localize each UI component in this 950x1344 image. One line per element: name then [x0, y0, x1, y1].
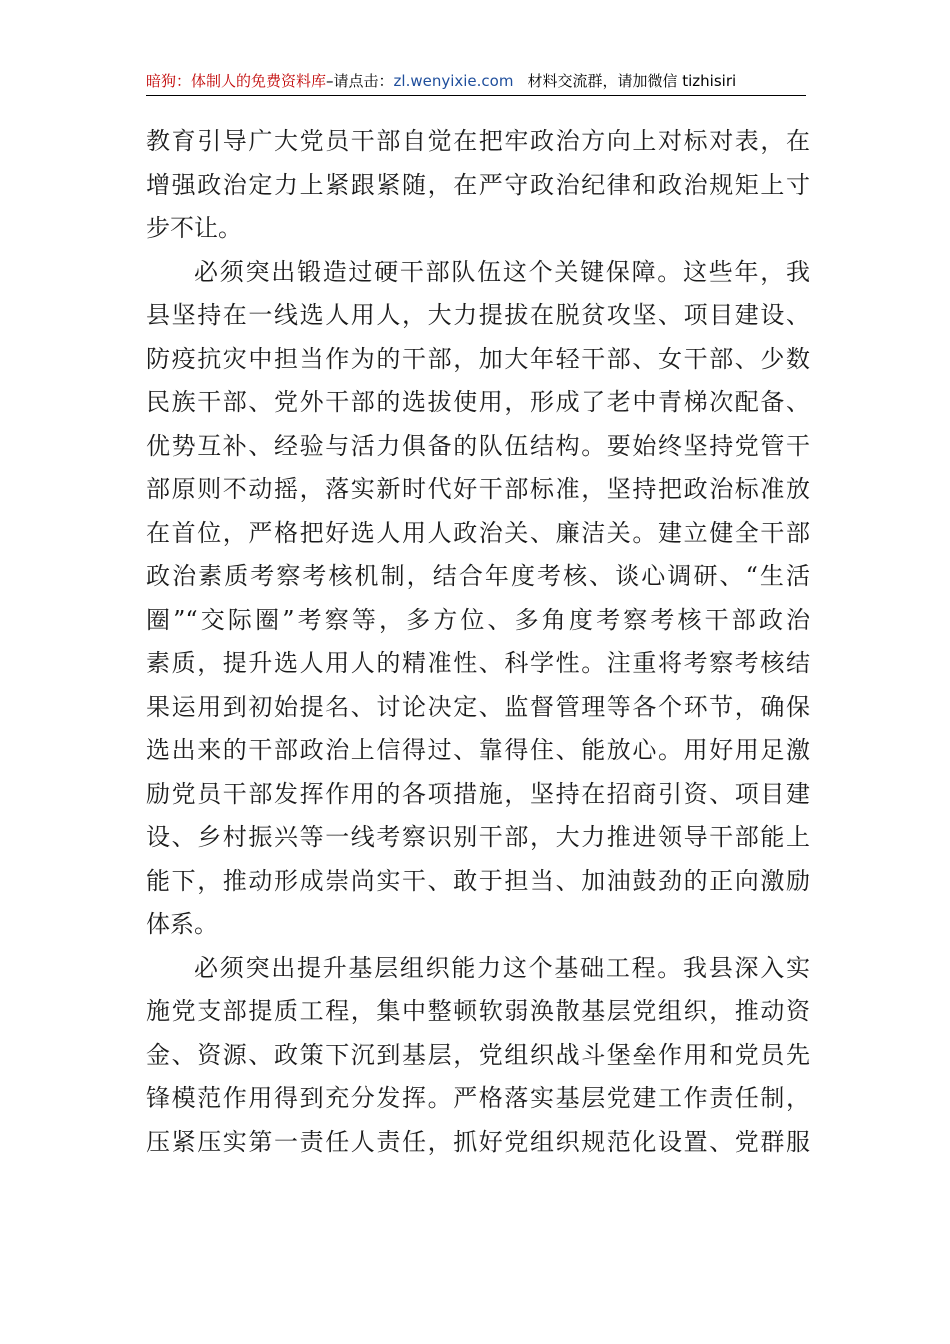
text-line: 选出来的干部政治上信得过、靠得住、能放心。用好用足激 — [146, 736, 810, 764]
document-body — [146, 120, 810, 1164]
header-click-prompt: –请点击： — [326, 72, 394, 90]
paragraph-1 — [146, 120, 810, 251]
text-line: 励党员干部发挥作用的各项措施，坚持在招商引资、项目建 — [146, 779, 810, 808]
text-line: 压紧压实第一责任人责任，抓好党组织规范化设置、党群服 — [146, 1127, 810, 1156]
text-line: 优势互补、经验与活力俱备的队伍结构。要始终坚持党管干 — [146, 431, 810, 460]
text-line: 步不让。 — [146, 214, 242, 242]
text-line: 防疫抗灾中担当作为的干部，加大年轻干部、女干部、少数 — [146, 344, 810, 373]
header-brand: 暗狗：体制人的免费资料库 — [146, 72, 327, 90]
text-line: 圈”“交际圈”考察等，多方位、多角度考察考核干部政治 — [146, 605, 810, 634]
text-line: 施党支部提质工程，集中整顿软弱涣散基层党组织，推动资 — [146, 997, 810, 1025]
text-line: 能下，推动形成崇尚实干、敢于担当、加油鼓劲的正向激励 — [146, 866, 810, 895]
text-line: 必须突出锻造过硬干部队伍这个关键保障。这些年，我 — [194, 257, 810, 286]
text-line: 增强政治定力上紧跟紧随，在严守政治纪律和政治规矩上寸 — [146, 170, 810, 199]
text-line: 政治素质考察考核机制，结合年度考核、谈心调研、“生活 — [146, 562, 810, 590]
text-line: 素质，提升选人用人的精准性、科学性。注重将考察考核结 — [146, 649, 810, 677]
header-site-link[interactable]: zl.wenyixie.com — [393, 72, 514, 90]
page-header — [146, 68, 806, 94]
text-line: 体系。 — [146, 910, 218, 938]
text-line: 锋模范作用得到充分发挥。严格落实基层党建工作责任制， — [146, 1084, 810, 1112]
paragraph-3 — [146, 947, 810, 1165]
text-line: 在首位，严格把好选人用人政治关、廉洁关。建立健全干部 — [146, 518, 810, 547]
text-line: 设、乡村振兴等一线考察识别干部，大力推进领导干部能上 — [146, 823, 810, 851]
text-line: 金、资源、政策下沉到基层，党组织战斗堡垒作用和党员先 — [146, 1040, 810, 1069]
text-line: 民族干部、党外干部的选拔使用，形成了老中青梯次配备、 — [146, 388, 810, 416]
header-divider — [146, 95, 806, 96]
text-line: 县坚持在一线选人用人，大力提拔在脱贫攻坚、项目建设、 — [146, 301, 810, 329]
text-line: 果运用到初始提名、讨论决定、监督管理等各个环节，确保 — [146, 692, 810, 721]
text-line: 必须突出提升基层组织能力这个基础工程。我县深入实 — [194, 953, 810, 982]
text-line: 教育引导广大党员干部自觉在把牢政治方向上对标对表，在 — [146, 127, 810, 155]
paragraph-2 — [146, 251, 810, 947]
header-group-note: 材料交流群，请加微信 tizhisiri — [527, 72, 737, 90]
text-line: 部原则不动摇，落实新时代好干部标准，坚持把政治标准放 — [146, 475, 810, 503]
